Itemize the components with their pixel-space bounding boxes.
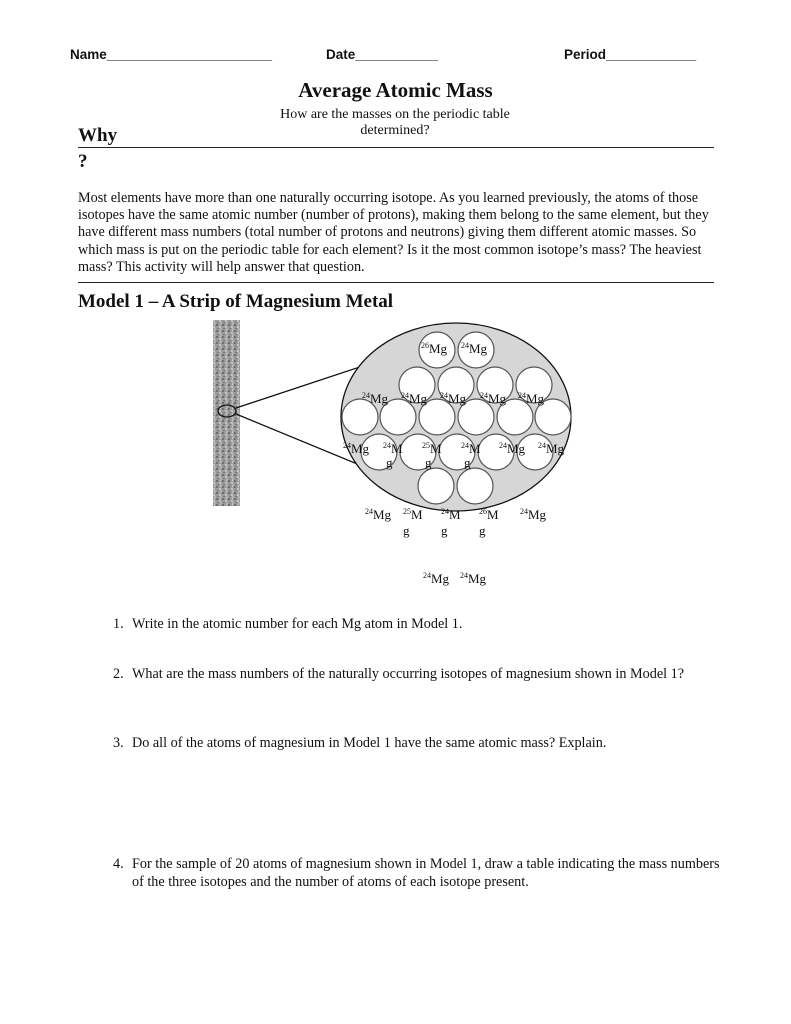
isotope-label: $^{25}$M g <box>422 441 442 470</box>
isotope-label: $^{24}$Mg <box>365 507 392 522</box>
isotope-label: $^{24}$M g <box>383 441 403 470</box>
isotope-label: $^{24}$Mg <box>401 391 428 406</box>
page-title: Average Atomic Mass <box>298 78 493 102</box>
isotope-label: $^{24}$Mg <box>423 571 450 586</box>
isotope-label: $^{26}$M g <box>479 507 499 538</box>
question-text: What are the mass numbers of the naturally occurring isotopes of magnesium shown in Model 1? <box>132 666 684 682</box>
isotope-label: $^{24}$Mg <box>480 391 507 406</box>
question-number: 1. <box>113 616 124 632</box>
question-text: Write in the atomic number for each Mg atom in Model 1. <box>132 616 463 632</box>
isotope-label: $^{24}$Mg <box>518 391 545 406</box>
isotope-label: $^{24}$Mg <box>440 391 467 406</box>
question-number: 2. <box>113 666 124 682</box>
isotope-label: $^{24}$Mg <box>343 441 370 456</box>
isotope-label: $^{25}$M g <box>403 507 423 538</box>
isotope-label: $^{24}$Mg <box>362 391 389 406</box>
period-field-label: Period____________ <box>564 47 697 62</box>
page-subtitle: How are the masses on the periodic table determined? <box>280 107 510 138</box>
intro-paragraph: Most elements have more than one naturally occurring isotope. As you learned previously, the atoms of those isotopes have the same atomic number (number of protons), making them belong to the same element, but they have different mass numbers (total number of protons and neutrons) giving them different atomic masses. So which mass is put on the periodic table for each element? Is it the most common isotope’s mass? The heaviest mass? This activity will help answer that question. <box>78 190 709 275</box>
isotope-label: $^{24}$M g <box>461 441 481 470</box>
question-text: Do all of the atoms of magnesium in Model 1 have the same atomic mass? Explain. <box>132 735 607 751</box>
isotope-label: $^{24}$Mg <box>520 507 547 522</box>
date-field-label: Date___________ <box>326 47 438 62</box>
question-text: For the sample of 20 atoms of magnesium shown in Model 1, draw a table indicating the mass numbers of the three isotopes and the number of atoms of each isotope present. <box>132 856 720 890</box>
name-field-label: Name______________________ <box>70 47 272 62</box>
question-number: 4. <box>113 856 124 872</box>
isotope-label: $^{24}$M g <box>441 507 461 538</box>
why-heading: Why ? <box>78 125 118 172</box>
isotope-label: $^{26}$Mg <box>421 341 448 356</box>
isotope-label: $^{24}$Mg <box>460 571 487 586</box>
isotope-label: $^{24}$Mg <box>461 341 488 356</box>
model-1-heading: Model 1 – A Strip of Magnesium Metal <box>78 291 394 312</box>
isotope-label: $^{24}$Mg <box>499 441 526 456</box>
isotope-label: $^{24}$Mg <box>538 441 565 456</box>
question-number: 3. <box>113 735 124 751</box>
